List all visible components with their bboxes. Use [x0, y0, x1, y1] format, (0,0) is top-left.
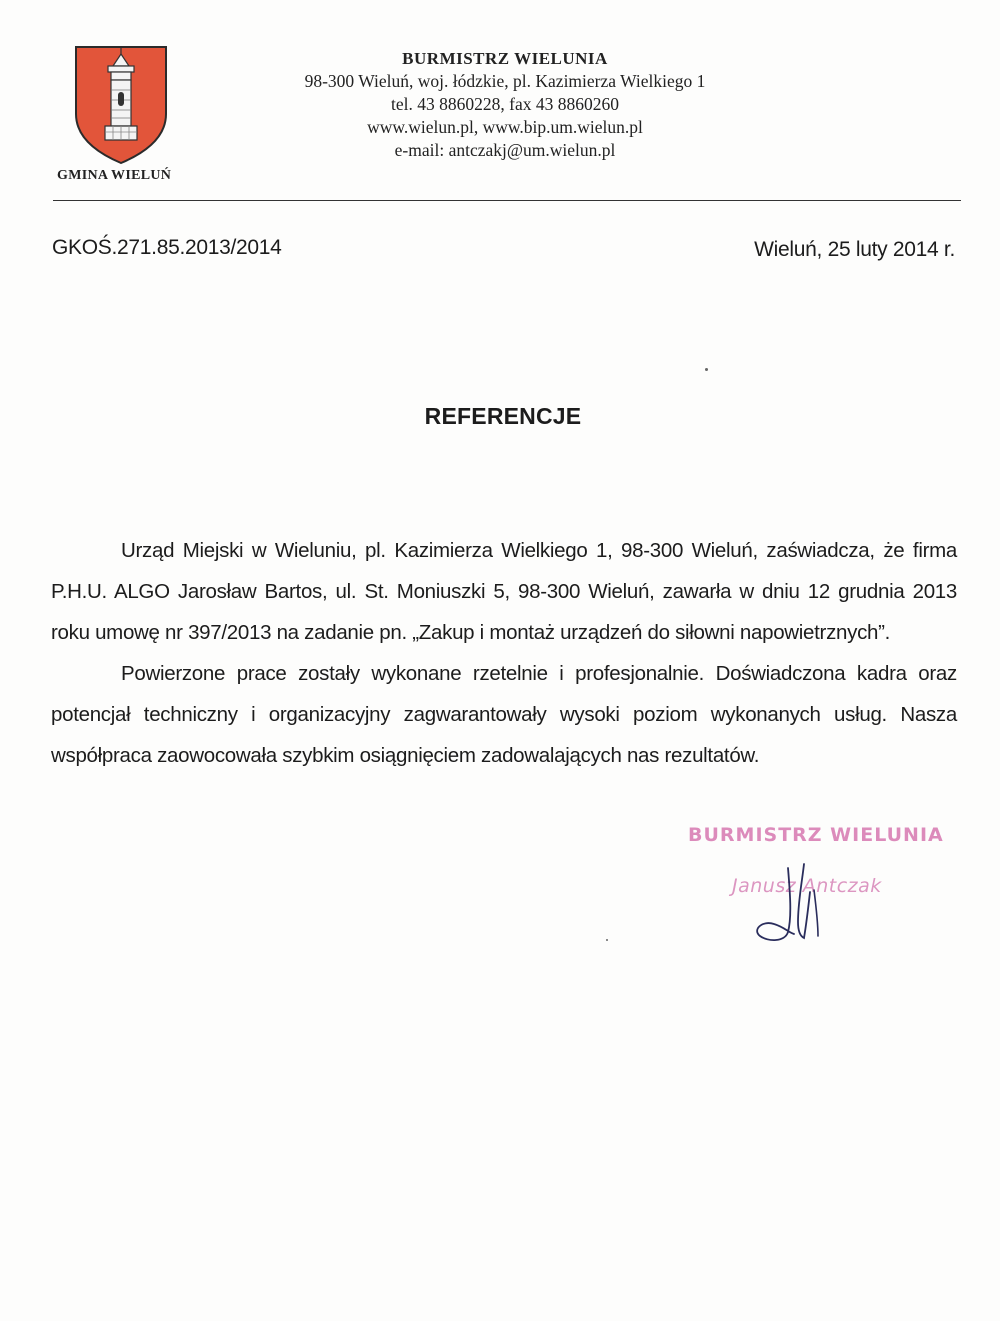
coat-of-arms-icon — [73, 44, 169, 166]
organization-name: BURMISTRZ WIELUNIA — [402, 49, 608, 68]
document-title: REFERENCJE — [424, 403, 582, 429]
paper-speck — [606, 939, 608, 941]
phone-line: tel. 43 8860228, fax 43 8860260 — [391, 94, 619, 114]
paper-speck — [705, 368, 708, 371]
stamp-name: Janusz Antczak — [732, 875, 882, 897]
website-line: www.wielun.pl, www.bip.um.wielun.pl — [367, 117, 643, 137]
body-paragraph-2: Powierzone prace zostały wykonane rzetelnie i profesjonalnie. Doświadczona kadra oraz potencjał techniczny i organizacyjny zagwarantowały wysoki poziom wykonanych usług. Nasza współpraca zaowocowała szybkim osiągnięciem zadowalających nas rezultatów. — [51, 662, 957, 767]
signature-icon — [748, 862, 838, 944]
stamp-title: BURMISTRZ WIELUNIA — [688, 824, 944, 846]
letterhead — [250, 48, 760, 162]
crest-label: GMINA WIELUŃ — [57, 168, 172, 183]
body-paragraph-1: Urząd Miejski w Wieluniu, pl. Kazimierza Wielkiego 1, 98-300 Wieluń, zaświadcza, że firma P.H.U. ALGO Jarosław Bartos, ul. St. Moniuszki 5, 98-300 Wieluń, zawarła w dniu 12 grudnia 2013 roku umowę nr 397/2013 na zadanie pn. „Zakup i montaż urządzeń do siłowni napowietrznych”. — [51, 539, 957, 644]
email-line: e-mail: antczakj@um.wielun.pl — [394, 140, 616, 160]
header-divider — [53, 200, 961, 201]
letter-body — [51, 530, 957, 776]
reference-number: GKOŚ.271.85.2013/2014 — [52, 236, 282, 259]
place-date: Wieluń, 25 luty 2014 r. — [754, 238, 955, 261]
address-line: 98-300 Wieluń, woj. łódzkie, pl. Kazimierza Wielkiego 1 — [304, 71, 706, 91]
